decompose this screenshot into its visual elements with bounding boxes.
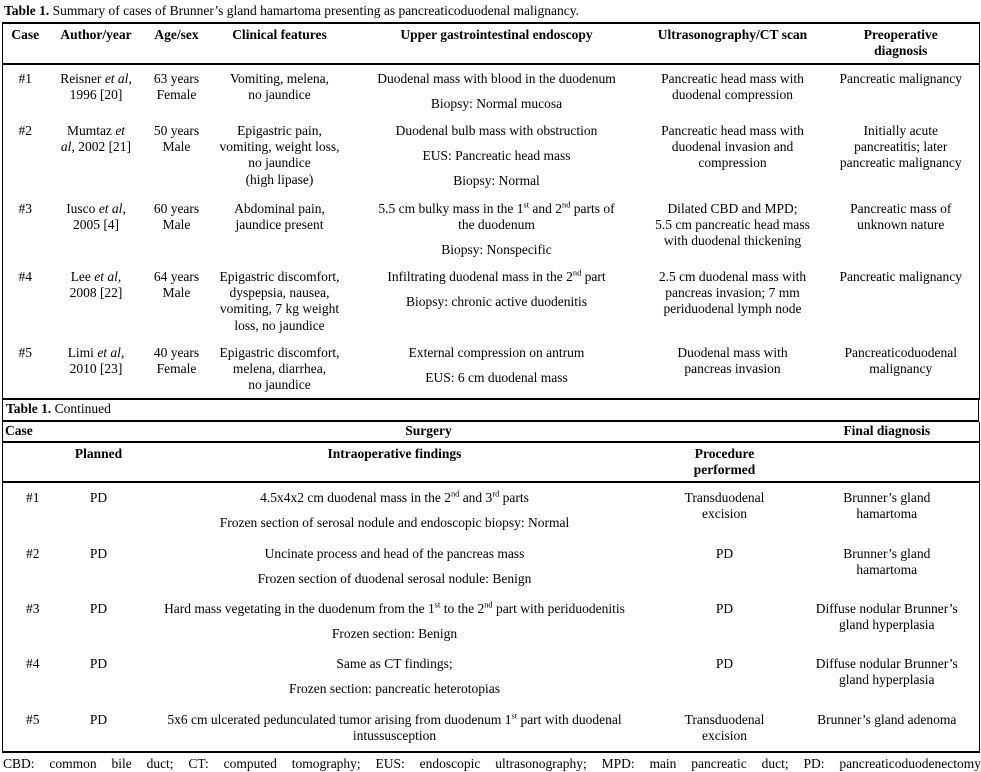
col-header-intraoperative-findings: Intraoperative findings: [327, 445, 462, 461]
preoperative-diagnosis-cell: Pancreaticoduodenal malignancy: [844, 344, 957, 376]
endoscopy-finding: Biopsy: Nonspecific: [441, 241, 552, 257]
planned-cell: PD: [89, 656, 108, 672]
table-continued-text: Continued: [54, 401, 111, 417]
abbreviations-note: CBD: common bile duct; CT: computed tomography; EUS: endoscopic ultrasonography; MPD: main pancreatic duct; PD: pancreaticoduodenectomy: [3, 756, 981, 771]
col-header-case: Case: [11, 27, 40, 43]
intraoperative-finding: Hard mass vegetating in the duodenum from the 1st to the 2nd part with periduodenitis: [164, 600, 625, 616]
endoscopy-cell: [351, 64, 643, 117]
procedure-performed-cell: PD: [715, 656, 734, 672]
final-diagnosis-cell: Brunner’s gland hamartoma: [843, 545, 931, 577]
preoperative-diagnosis-cell: Pancreatic mass of unknown nature: [850, 200, 952, 232]
planned-cell: PD: [89, 711, 108, 727]
final-diagnosis-cell: Brunner’s gland hamartoma: [843, 490, 931, 522]
col-header-planned: Planned: [74, 445, 123, 461]
ultrasonography-ct-cell: Pancreatic head mass with duodenal compression: [661, 70, 804, 102]
procedure-performed-cell: Transduodenal excision: [684, 711, 765, 743]
age-sex-cell: 50 years Male: [153, 122, 200, 155]
case-cell: #3: [26, 600, 40, 616]
table-row-case-2: [3, 539, 980, 594]
endoscopy-finding: Biopsy: chronic active duodenitis: [405, 294, 588, 310]
col-header-age-sex: Age/sex: [154, 27, 199, 43]
age-sex-cell: 60 years Male: [153, 200, 200, 232]
intraoperative-findings-cell: [135, 539, 655, 594]
final-diagnosis-cell: Diffuse nodular Brunner’s gland hyperplasia: [815, 600, 958, 633]
procedure-performed-cell: Transduodenal excision: [684, 490, 765, 522]
table-continued-caption: [2, 400, 979, 421]
author-cell: Mumtaz et al, 2002 [21]: [60, 122, 132, 155]
case-cell: #5: [18, 344, 32, 360]
endoscopy-cell: [351, 195, 643, 264]
case-cell: #3: [18, 200, 32, 216]
procedure-performed-cell: PD: [715, 600, 734, 616]
col-header-case: Case: [5, 422, 33, 438]
case-cell: #1: [18, 70, 32, 86]
table-row-case-2: [3, 117, 980, 195]
col-header-preoperative-diagnosis-text: Preoperative diagnosis: [863, 27, 938, 59]
clinical-cell: Epigastric discomfort, dyspepsia, nausea, vomiting, 7 kg weight loss, no jaundice: [219, 269, 340, 333]
intraoperative-finding: Same as CT findings;: [336, 656, 453, 672]
clinical-cell: Vomiting, melena, no jaundice: [229, 70, 330, 102]
endoscopy-finding: Biopsy: Normal: [453, 173, 540, 189]
col-header-clinical-features: Clinical features: [232, 27, 327, 43]
summary-table-header-row: [3, 23, 980, 63]
table-row-case-5: [3, 339, 980, 400]
table-row-case-1: [3, 64, 980, 117]
table-row-case-4: [3, 649, 980, 704]
intraoperative-finding: Frozen section: Benign: [331, 626, 458, 642]
clinical-cell: Abdominal pain, jaundice present: [234, 200, 325, 232]
case-cell: #5: [26, 711, 40, 727]
case-cell: #2: [26, 545, 40, 561]
col-header-preoperative-diagnosis: [823, 23, 980, 63]
subheader-spacer: [795, 442, 980, 482]
author-cell: Lee et al, 2008 [22]: [69, 269, 123, 301]
clinical-cell: Epigastric pain, vomiting, weight loss, no jaundice (high lipase): [219, 122, 340, 187]
planned-cell: PD: [89, 490, 108, 506]
case-cell: #4: [18, 269, 32, 285]
endoscopy-finding: EUS: Pancreatic head mass: [422, 148, 571, 164]
endoscopy-finding: Biopsy: Normal mucosa: [430, 95, 563, 111]
age-sex-cell: 63 years Female: [153, 70, 200, 102]
preoperative-diagnosis-cell: Initially acute pancreatitis; later pancreatic malignancy: [839, 122, 962, 171]
endoscopy-finding: External compression on antrum: [408, 344, 585, 360]
endoscopy-finding: Infiltrating duodenal mass in the 2nd part: [387, 268, 606, 285]
planned-cell: PD: [89, 600, 108, 616]
author-cell: Limi et al, 2010 [23]: [67, 344, 125, 376]
preoperative-diagnosis-cell: Pancreatic malignancy: [839, 70, 963, 86]
col-header-procedure-performed: [655, 442, 795, 482]
col-header-author-year: Author/year: [60, 27, 132, 43]
subheader-spacer: [3, 442, 63, 482]
col-header-final-diagnosis: Final diagnosis: [843, 422, 931, 438]
intraoperative-findings-cell: [135, 705, 655, 752]
case-cell: #4: [26, 656, 40, 672]
age-sex-cell: 64 years Male: [153, 269, 200, 301]
ultrasonography-ct-cell: Duodenal mass with pancreas invasion: [677, 344, 788, 376]
endoscopy-cell: [351, 117, 643, 195]
ultrasonography-ct-cell: Dilated CBD and MPD; 5.5 cm pancreatic head mass with duodenal thickening: [655, 200, 810, 248]
author-cell: Reisner et al, 1996 [20]: [60, 70, 132, 102]
endoscopy-finding: 5.5 cm bulky mass in the 1st and 2nd parts of the duodenum: [378, 200, 615, 232]
intraoperative-finding: 4.5x4x2 cm duodenal mass in the 2nd and 3rd parts: [260, 489, 529, 506]
final-diagnosis-cell: Brunner’s gland adenoma: [817, 711, 957, 727]
table-row-case-4: [3, 263, 980, 339]
preoperative-diagnosis-cell: Pancreatic malignancy: [839, 269, 963, 285]
intraoperative-findings-cell: [135, 594, 655, 649]
endoscopy-finding: Duodenal mass with blood in the duodenum: [377, 70, 616, 86]
case-cell: #1: [26, 490, 40, 506]
table-row-case-3: [3, 195, 980, 264]
endoscopy-cell: [351, 339, 643, 400]
ultrasonography-ct-cell: 2.5 cm duodenal mass with pancreas invasion; 7 mm periduodenal lymph node: [658, 269, 807, 317]
table-continued-label: Table 1.: [6, 401, 52, 417]
table-row-case-1: [3, 482, 980, 538]
table-title-label: Table 1.: [4, 3, 50, 18]
endoscopy-finding: Duodenal bulb mass with obstruction: [395, 122, 598, 138]
intraoperative-finding: Frozen section: pancreatic heterotopias: [288, 681, 501, 697]
author-cell: Iusco et al, 2005 [4]: [66, 200, 126, 232]
intraoperative-finding: Uncinate process and head of the pancreas mass: [264, 545, 525, 561]
clinical-cell: Epigastric discomfort, melena, diarrhea, no jaundice: [219, 344, 340, 393]
procedure-performed-cell: PD: [715, 545, 734, 561]
summary-table: [2, 22, 980, 400]
col-header-procedure-performed-text: Procedure performed: [693, 445, 756, 477]
table-title-text: Summary of cases of Brunner’s gland hamartoma presenting as pancreaticoduodenal malignancy.: [52, 3, 579, 18]
col-header-endoscopy: Upper gastrointestinal endoscopy: [400, 27, 593, 43]
intraoperative-finding: Frozen section of serosal nodule and endoscopic biopsy: Normal: [219, 515, 570, 531]
col-group-header-surgery: Surgery: [405, 422, 452, 438]
age-sex-cell: 40 years Female: [153, 344, 200, 376]
endoscopy-cell: [351, 263, 643, 339]
intraoperative-findings-cell: [135, 482, 655, 538]
col-header-ultrasonography-ct: Ultrasonography/CT scan: [657, 27, 808, 43]
intraoperative-findings-cell: [135, 649, 655, 704]
final-diagnosis-cell: Diffuse nodular Brunner’s gland hyperplasia: [815, 656, 958, 688]
continued-table: [2, 422, 980, 753]
table-title: [2, 2, 980, 22]
ultrasonography-ct-cell: Pancreatic head mass with duodenal invasion and compression: [661, 122, 804, 171]
continued-table-subheader-row: [3, 442, 980, 482]
continued-table-group-header-row: [3, 422, 980, 442]
case-cell: #2: [18, 122, 32, 138]
table-row-case-5: [3, 705, 980, 752]
table-row-case-3: [3, 594, 980, 649]
planned-cell: PD: [89, 545, 108, 561]
intraoperative-finding: 5x6 cm ulcerated pedunculated tumor arising from duodenum 1st part with duodenal intussusception: [167, 711, 622, 743]
endoscopy-finding: EUS: 6 cm duodenal mass: [425, 370, 568, 385]
intraoperative-finding: Frozen section of duodenal serosal nodule: Benign: [257, 570, 532, 586]
